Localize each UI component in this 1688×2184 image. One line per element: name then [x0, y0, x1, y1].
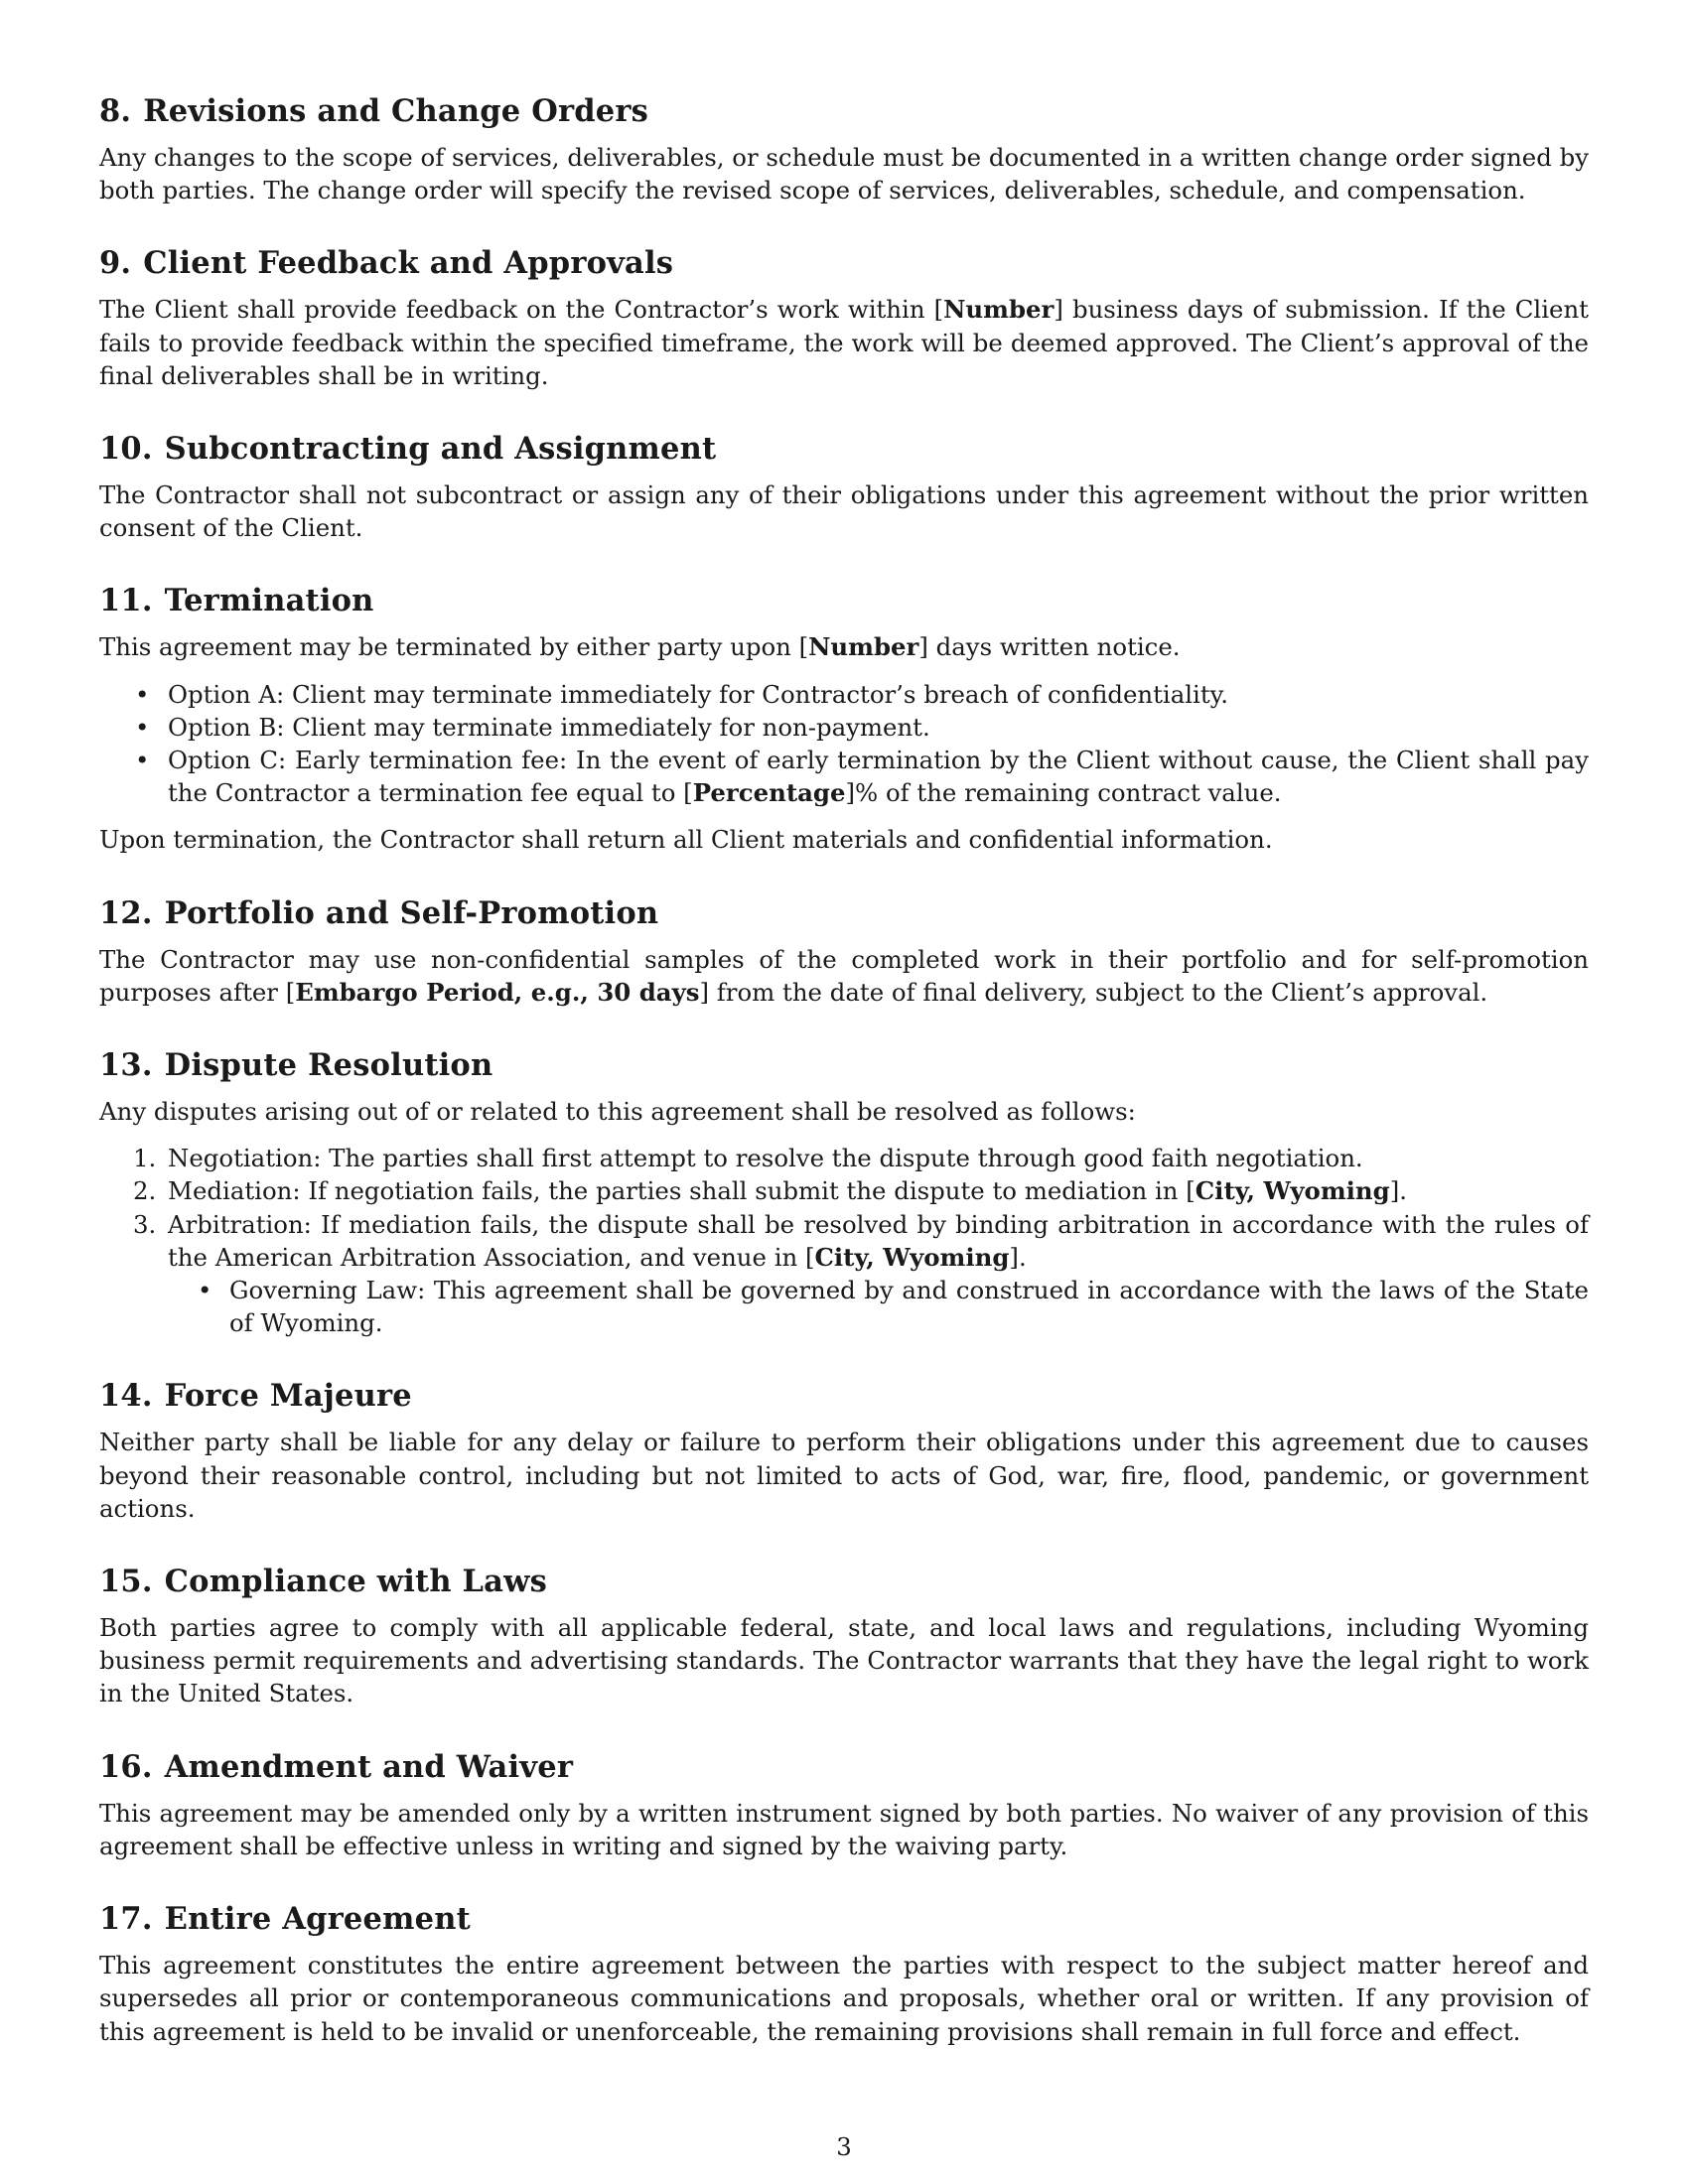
section-title: Entire Agreement: [164, 1901, 471, 1938]
placeholder-field: Number: [808, 632, 919, 662]
section-number: 13.: [99, 1047, 153, 1084]
section-title: Compliance with Laws: [164, 1564, 547, 1600]
document-page: [99, 91, 1589, 2085]
section-17: [99, 1899, 1589, 2048]
section-body: This agreement constitutes the entire agreement between the parties with respect to the subject matter hereof and supersedes all prior or contemporaneous communications and proposals, whether oral or written. If any provision of this agreement is held to be invalid or unenforceable, the remaining provisions shall remain in full force and effect.: [99, 1951, 1589, 2046]
list-item: [99, 1174, 1589, 1207]
section-body: [99, 293, 1589, 392]
section-number: 12.: [99, 894, 153, 931]
section-heading: [99, 581, 1589, 620]
section-body: Both parties agree to comply with all applicable federal, state, and local laws and regulations, including Wyoming business permit requirements and advertising standards. The Contractor warrants that they have the legal right to work in the United States.: [99, 1613, 1589, 1708]
list-item: [99, 711, 1589, 744]
section-title: Amendment and Waiver: [164, 1748, 574, 1785]
section-body: The Contractor shall not subcontract or assign any of their obligations under this agreement without the prior written consent of the Client.: [99, 480, 1589, 543]
section-body: This agreement may be amended only by a written instrument signed by both parties. No waiver of any provision of this agreement shall be effective unless in writing and signed by the waiving party.: [99, 1798, 1589, 1860]
section-heading: [99, 1045, 1589, 1085]
section-title: Client Feedback and Approvals: [143, 245, 674, 282]
section-title: Termination: [164, 583, 374, 619]
termination-options-list: [99, 678, 1589, 810]
section-heading: [99, 91, 1589, 131]
section-title: Force Majeure: [164, 1378, 412, 1415]
list-number: 1.: [133, 1144, 157, 1173]
list-item-text: Negotiation: The parties shall first attempt to resolve the dispute through good faith negotiation.: [168, 1144, 1363, 1173]
section-16: [99, 1747, 1589, 1862]
list-item-text: Option A: Client may terminate immediately for Contractor’s breach of confidentiality.: [168, 679, 1228, 709]
section-number: 10.: [99, 431, 153, 468]
list-item-text: Arbitration: If mediation fails, the dispute shall be resolved by binding arbitration in accordance with the rules of the American Arbitration Association, and venue in [: [168, 1209, 1589, 1272]
section-number: 8.: [99, 93, 132, 129]
list-item-text: ].: [1009, 1242, 1027, 1272]
section-number: 11.: [99, 583, 153, 619]
section-heading: [99, 429, 1589, 469]
list-item-text: Mediation: If negotiation fails, the parties shall submit the dispute to mediation in [: [168, 1176, 1196, 1206]
section-title: Subcontracting and Assignment: [164, 431, 717, 468]
section-8: [99, 91, 1589, 206]
section-heading: [99, 243, 1589, 283]
section-heading: [99, 1747, 1589, 1787]
bullet-icon: •: [135, 712, 150, 742]
body-text: ] business days of submission. If the Client fails to provide feedback within the specified timeframe, the work will be deemed approved. The Client’s approval of the final deliverables shall be in writing.: [99, 295, 1589, 390]
section-body: Neither party shall be liable for any delay or failure to perform their obligations under this agreement due to causes beyond their reasonable control, including but not limited to acts of God, war, fire, flood, pandemic, or government actions.: [99, 1428, 1589, 1523]
body-text: ] days written notice.: [918, 632, 1181, 662]
bullet-icon: •: [198, 1276, 212, 1305]
section-heading: [99, 1376, 1589, 1416]
list-item: [99, 1142, 1589, 1174]
section-15: [99, 1562, 1589, 1710]
list-number: 3.: [133, 1209, 157, 1239]
section-number: 9.: [99, 245, 132, 282]
section-heading: [99, 1899, 1589, 1939]
section-title: Revisions and Change Orders: [143, 93, 649, 129]
section-body: [99, 943, 1589, 1009]
section-14: [99, 1376, 1589, 1525]
nested-list: [168, 1274, 1589, 1339]
list-number: 2.: [133, 1176, 157, 1206]
body-text: The Client shall provide feedback on the Contractor’s work within [: [99, 295, 944, 325]
placeholder-field: City, Wyoming: [1195, 1176, 1390, 1206]
section-12: [99, 893, 1589, 1009]
list-item-text: Governing Law: This agreement shall be governed by and construed in accordance with the laws of the State of Wyoming.: [229, 1276, 1589, 1338]
section-intro: Any disputes arising out of or related to this agreement shall be resolved as follows:: [99, 1097, 1136, 1127]
page-number: 3: [836, 2132, 852, 2161]
bullet-icon: •: [135, 746, 150, 775]
list-item: [99, 1208, 1589, 1340]
dispute-steps-list: [99, 1142, 1589, 1339]
placeholder-field: Embargo Period, e.g., 30 days: [295, 977, 700, 1007]
body-text: ] from the date of final delivery, subject to the Client’s approval.: [699, 977, 1488, 1007]
section-intro: [99, 630, 1589, 663]
body-text: The Contractor may use non-confidential samples of the completed work in their portfolio and for self-promotion purposes after [: [99, 944, 1589, 1007]
section-title: Portfolio and Self-Promotion: [164, 894, 659, 931]
body-text: This agreement may be terminated by either party upon [: [99, 632, 809, 662]
list-item: [168, 1274, 1589, 1339]
list-item-text: ]% of the remaining contract value.: [845, 778, 1282, 808]
section-title: Dispute Resolution: [164, 1047, 493, 1084]
list-item: [99, 678, 1589, 711]
section-number: 14.: [99, 1378, 153, 1415]
section-10: [99, 429, 1589, 544]
section-closing: Upon termination, the Contractor shall return all Client materials and confidential information.: [99, 825, 1273, 855]
placeholder-field: City, Wyoming: [814, 1242, 1010, 1272]
section-9: [99, 243, 1589, 392]
section-number: 15.: [99, 1564, 153, 1600]
placeholder-field: Number: [943, 295, 1055, 325]
section-heading: [99, 1562, 1589, 1601]
list-item: [99, 744, 1589, 809]
section-number: 16.: [99, 1748, 153, 1785]
list-item-text: ].: [1389, 1176, 1407, 1206]
list-item-text: Option B: Client may terminate immediately for non-payment.: [168, 712, 930, 742]
section-number: 17.: [99, 1901, 153, 1938]
section-body: Any changes to the scope of services, deliverables, or schedule must be documented in a written change order signed by both parties. The change order will specify the revised scope of services, deliverables, schedule, and compensation.: [99, 143, 1589, 205]
placeholder-field: Percentage: [692, 778, 846, 808]
list-item-text: Option C: Early termination fee: In the event of early termination by the Client without cause, the Client shall pay the Contractor a termination fee equal to [: [168, 746, 1589, 808]
bullet-icon: •: [135, 679, 150, 709]
section-11: [99, 581, 1589, 856]
section-heading: [99, 893, 1589, 933]
section-13: [99, 1045, 1589, 1339]
